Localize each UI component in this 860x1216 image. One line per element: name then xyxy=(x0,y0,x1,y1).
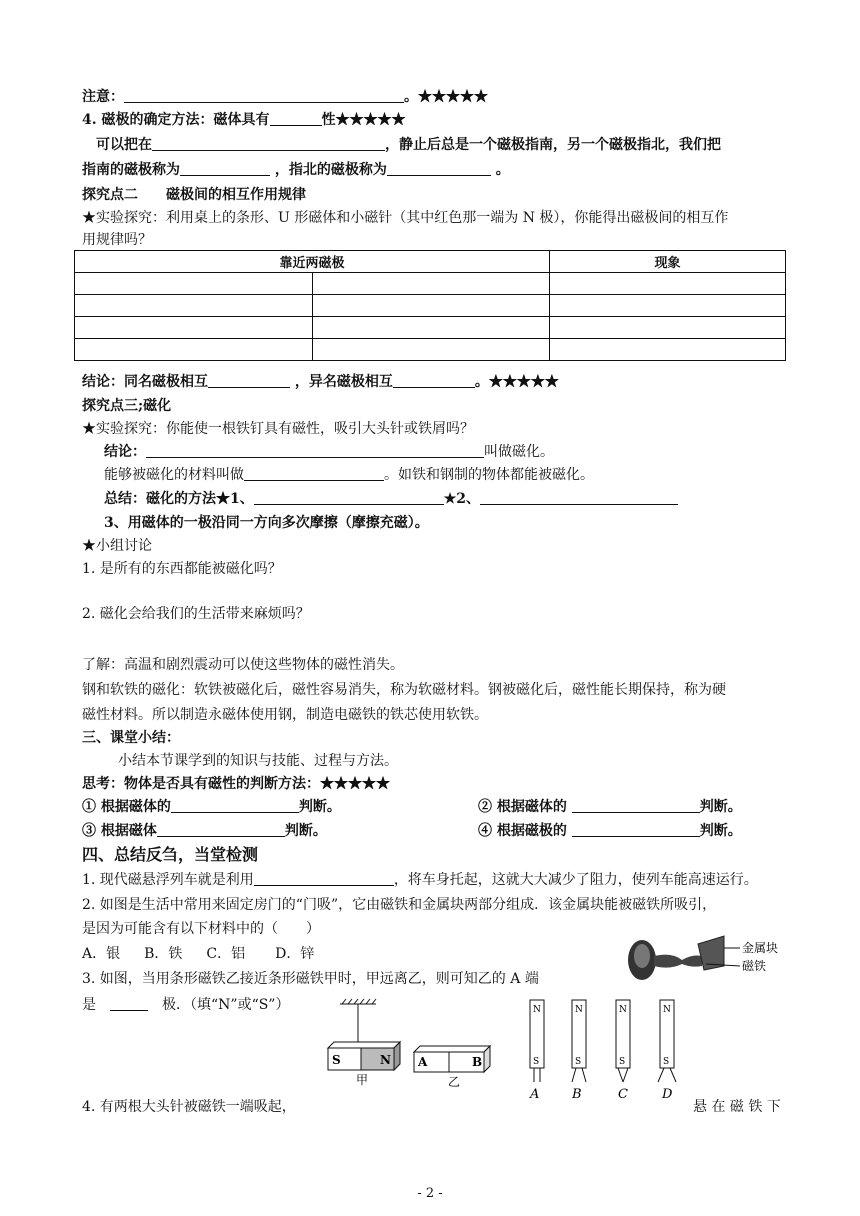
test-q2b: 是因为可能含有以下材料中的（ ） xyxy=(82,921,320,937)
n-label: N xyxy=(575,1005,583,1015)
n-label: N xyxy=(619,1005,627,1015)
table-cell[interactable] xyxy=(312,317,550,339)
magnet-jia-label: 甲 xyxy=(356,1073,369,1087)
table-cell[interactable] xyxy=(75,273,313,295)
door-stop-figure xyxy=(620,926,790,996)
question-2: 2. 磁化会给我们的生活带来麻烦吗？ xyxy=(82,606,310,622)
blank xyxy=(572,798,700,813)
n-label: N xyxy=(663,1005,671,1015)
note-label: 注意： xyxy=(82,89,124,105)
blank xyxy=(572,822,700,837)
highlight xyxy=(634,944,650,968)
pole-a-label: A xyxy=(418,1055,428,1069)
blank xyxy=(146,443,484,458)
s-label: S xyxy=(575,1057,582,1067)
magnetizable-material xyxy=(104,466,594,484)
text: 性★★★★★ xyxy=(321,112,406,128)
table-header-phenomenon: 现象 xyxy=(550,251,786,273)
note-end: 。★★★★★ xyxy=(404,89,488,105)
option-d-label: D xyxy=(662,1087,673,1102)
method-1 xyxy=(82,798,341,816)
option-a-label: A xyxy=(530,1087,540,1102)
line4 xyxy=(82,161,510,179)
text: 4. 磁极的确定方法：磁体具有 xyxy=(82,112,270,128)
magnet-body xyxy=(654,955,702,968)
test-q3: 3. 如图，当用条形磁铁乙接近条形磁铁甲时，甲远离乙，则可知乙的 A 端 xyxy=(82,971,539,987)
pole-n-label: N xyxy=(380,1053,391,1067)
experiment-text: ★实验探究：利用桌上的条形、U 形磁体和小磁针（其中红色那一端为 N 极），你能得出磁极间的相互作 xyxy=(82,210,729,226)
method-summary xyxy=(104,490,678,508)
summary-text: 小结本节课学到的知识与技能、过程与方法。 xyxy=(118,753,398,769)
table-row xyxy=(75,339,786,361)
understand-text: 了解：高温和剧烈震动可以使这些物体的磁性消失。 xyxy=(82,657,404,673)
steel-iron-text: 钢和软铁的磁化：软铁被磁化后，磁性容易消失，称为软磁材料。钢被磁化后，磁性能长期保持，称为硬 xyxy=(82,682,726,698)
text: ，静止后总是一个磁极指南，另一个磁极指北，我们把 xyxy=(385,137,721,153)
blank xyxy=(124,88,404,103)
pole-method-line xyxy=(82,111,406,129)
s-label: S xyxy=(619,1057,626,1067)
pole-s-label: S xyxy=(332,1053,341,1067)
text: ② 根据磁体的 xyxy=(478,799,567,815)
option-a: A．银 xyxy=(82,946,121,962)
magnet-d xyxy=(658,1000,676,1102)
steel-iron-text-2: 磁性材料。所以制造永磁体使用钢，制造电磁铁的铁芯使用软铁。 xyxy=(82,707,488,723)
text: 结论： xyxy=(104,444,146,460)
blank xyxy=(480,490,678,505)
s-label: S xyxy=(663,1057,670,1067)
blank xyxy=(387,161,491,176)
text: ① 根据磁体的 xyxy=(82,799,171,815)
question-1: 1. 是所有的东西都能被磁化吗？ xyxy=(82,561,282,577)
text: 极．（填“N”或“S”） xyxy=(162,997,290,1013)
magnet-top xyxy=(328,1042,400,1048)
blank xyxy=(157,822,285,837)
blank xyxy=(393,373,475,388)
table-cell[interactable] xyxy=(312,295,550,317)
blank xyxy=(254,490,444,505)
metal-block-label: 金属块 xyxy=(742,941,779,955)
text: 。如铁和钢制的物体都能被磁化。 xyxy=(384,467,594,483)
blank xyxy=(270,111,322,126)
bar-magnets-figure xyxy=(320,996,500,1089)
magnet-yi-top xyxy=(414,1046,490,1052)
test-q4: 4. 有两根大头针被磁铁一端吸起， xyxy=(82,1099,296,1115)
text: 能够被磁化的材料叫做 xyxy=(104,467,244,483)
text: 。 xyxy=(495,162,510,178)
section-heading-4: 四、总结反刍，当堂检测 xyxy=(82,845,259,864)
text: 可以把在 xyxy=(96,137,152,153)
blank xyxy=(244,466,384,481)
pole-table xyxy=(74,250,786,361)
hatch xyxy=(342,999,376,1004)
option-b-label: B xyxy=(572,1087,582,1102)
pole-b-label: B xyxy=(472,1055,483,1069)
magnet-a xyxy=(529,1000,544,1102)
text: ，指北的磁极称为 xyxy=(274,162,387,178)
table-cell[interactable] xyxy=(75,339,313,361)
blank xyxy=(110,996,148,1011)
table-row xyxy=(75,273,786,295)
text: ③ 根据磁体 xyxy=(82,823,157,839)
blank xyxy=(180,161,270,176)
text: ，异名磁极相互 xyxy=(294,374,393,390)
test-q2: 2. 如图是生活中常用来固定房门的“门吸”，它由磁铁和金属块两部分组成．该金属块能被磁铁所吸引， xyxy=(82,897,717,913)
method-3: 3、用磁体的一极沿同一方向多次摩擦（摩擦充磁）。 xyxy=(104,515,429,531)
table-header-poles: 靠近两磁极 xyxy=(75,251,550,273)
n-label: N xyxy=(533,1005,541,1015)
table-row xyxy=(75,295,786,317)
table-cell[interactable] xyxy=(312,339,550,361)
text: 判断。 xyxy=(699,823,742,839)
experiment-text-2: 用规律吗？ xyxy=(82,232,152,248)
text: 指南的磁极称为 xyxy=(82,162,180,178)
magnetize-conclusion xyxy=(104,443,554,461)
table-cell[interactable] xyxy=(550,273,786,295)
option-d: D．锌 xyxy=(275,946,315,962)
hanging-pins-figure xyxy=(520,996,700,1106)
table-cell[interactable] xyxy=(550,317,786,339)
test-q2-options xyxy=(82,945,314,963)
table-cell[interactable] xyxy=(75,295,313,317)
table-cell[interactable] xyxy=(312,273,550,295)
text: ★2、 xyxy=(443,491,481,507)
table-cell[interactable] xyxy=(550,295,786,317)
page-number: - 2 - xyxy=(417,1186,443,1201)
blank xyxy=(171,798,299,813)
text: 判断。 xyxy=(699,799,742,815)
table-row xyxy=(75,317,786,339)
text: 1. 现代磁悬浮列车就是利用 xyxy=(82,872,254,888)
method-2 xyxy=(478,798,742,816)
text: 叫做磁化。 xyxy=(484,444,554,460)
method-4 xyxy=(478,822,742,840)
text: 判断。 xyxy=(284,823,327,839)
blank xyxy=(152,136,385,151)
line3 xyxy=(96,136,721,154)
text: 总结：磁化的方法★1、 xyxy=(104,491,254,507)
table-cell[interactable] xyxy=(550,339,786,361)
text: 。★★★★★ xyxy=(474,374,559,390)
magnet-label: 磁铁 xyxy=(742,959,767,973)
test-q1 xyxy=(82,871,758,889)
text: ④ 根据磁极的 xyxy=(478,823,567,839)
magnet-yi-label: 乙 xyxy=(448,1075,461,1089)
method-3b xyxy=(82,822,327,840)
option-b: B．铁 xyxy=(144,946,183,962)
option-c: C．铝 xyxy=(206,946,246,962)
experiment-magnetize: ★实验探究：你能使一根铁钉具有磁性，吸引大头针或铁屑吗？ xyxy=(82,421,474,437)
blank xyxy=(254,871,394,886)
test-q4-end: 悬 在 磁 铁 下 xyxy=(693,1099,781,1115)
s-label: S xyxy=(533,1057,540,1067)
group-discussion: ★小组讨论 xyxy=(82,538,152,554)
test-q3b xyxy=(82,996,289,1014)
text: 是 xyxy=(82,997,96,1013)
text: 结论：同名磁极相互 xyxy=(82,374,208,390)
note-line xyxy=(82,88,488,106)
conclusion-line xyxy=(82,373,559,391)
section-heading-2: 探究点二 磁极间的相互作用规律 xyxy=(82,187,306,203)
think-heading: 思考：物体是否具有磁性的判断方法：★★★★★ xyxy=(82,776,390,792)
blank xyxy=(208,373,290,388)
text: ，将车身托起，这就大大减少了阻力，使列车能高速运行。 xyxy=(393,872,758,888)
option-c-label: C xyxy=(618,1087,628,1102)
magnet-b xyxy=(571,1000,586,1102)
section-heading-3: 探究点三;磁化 xyxy=(82,398,172,414)
magnet-c xyxy=(616,1000,630,1102)
section-heading-summary: 三、课堂小结： xyxy=(82,730,180,746)
table-cell[interactable] xyxy=(75,317,313,339)
text: 判断。 xyxy=(298,799,341,815)
